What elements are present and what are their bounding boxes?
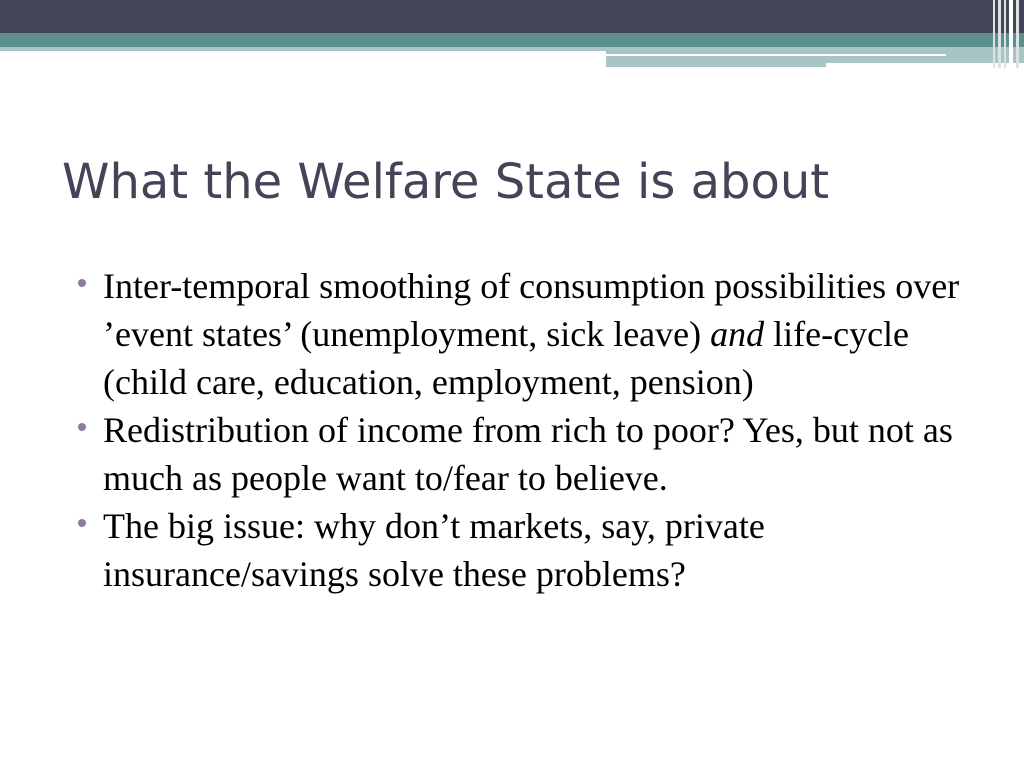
- bullet-emphasis: and: [710, 314, 765, 354]
- header-band-light: [0, 47, 606, 51]
- slide-title: What the Welfare State is about: [62, 154, 830, 210]
- bullet-dot-icon: [78, 279, 86, 287]
- bullet-item: [78, 262, 978, 406]
- header-stripe: [1009, 0, 1013, 68]
- bullet-text: life-cycle (child care, education, employment, pension): [103, 314, 910, 402]
- bullet-item: [78, 406, 978, 502]
- bullet-text: Redistribution of income from rich to poor? Yes, but not as much as people want to/fear to believe.: [103, 410, 953, 498]
- header-stripe: [1016, 0, 1019, 68]
- header-white-line: [606, 54, 946, 56]
- bullet-dot-icon: [78, 423, 86, 431]
- bullet-item: [78, 502, 978, 598]
- header-band-dark: [0, 0, 1024, 33]
- bullet-text: Inter-temporal smoothing of consumption possibilities over ’event states’ (unemployment, sick leave): [103, 266, 960, 354]
- header-lower-line: [606, 63, 826, 67]
- bullet-dot-icon: [78, 519, 86, 527]
- header-band-teal: [0, 33, 1024, 47]
- header-stripe: [993, 0, 995, 68]
- bullet-text: The big issue: why don’t markets, say, private insurance/savings solve these problems?: [103, 506, 765, 594]
- bullet-list: [78, 262, 978, 598]
- header-stripe: [998, 0, 1001, 68]
- header-stripe: [1004, 0, 1006, 68]
